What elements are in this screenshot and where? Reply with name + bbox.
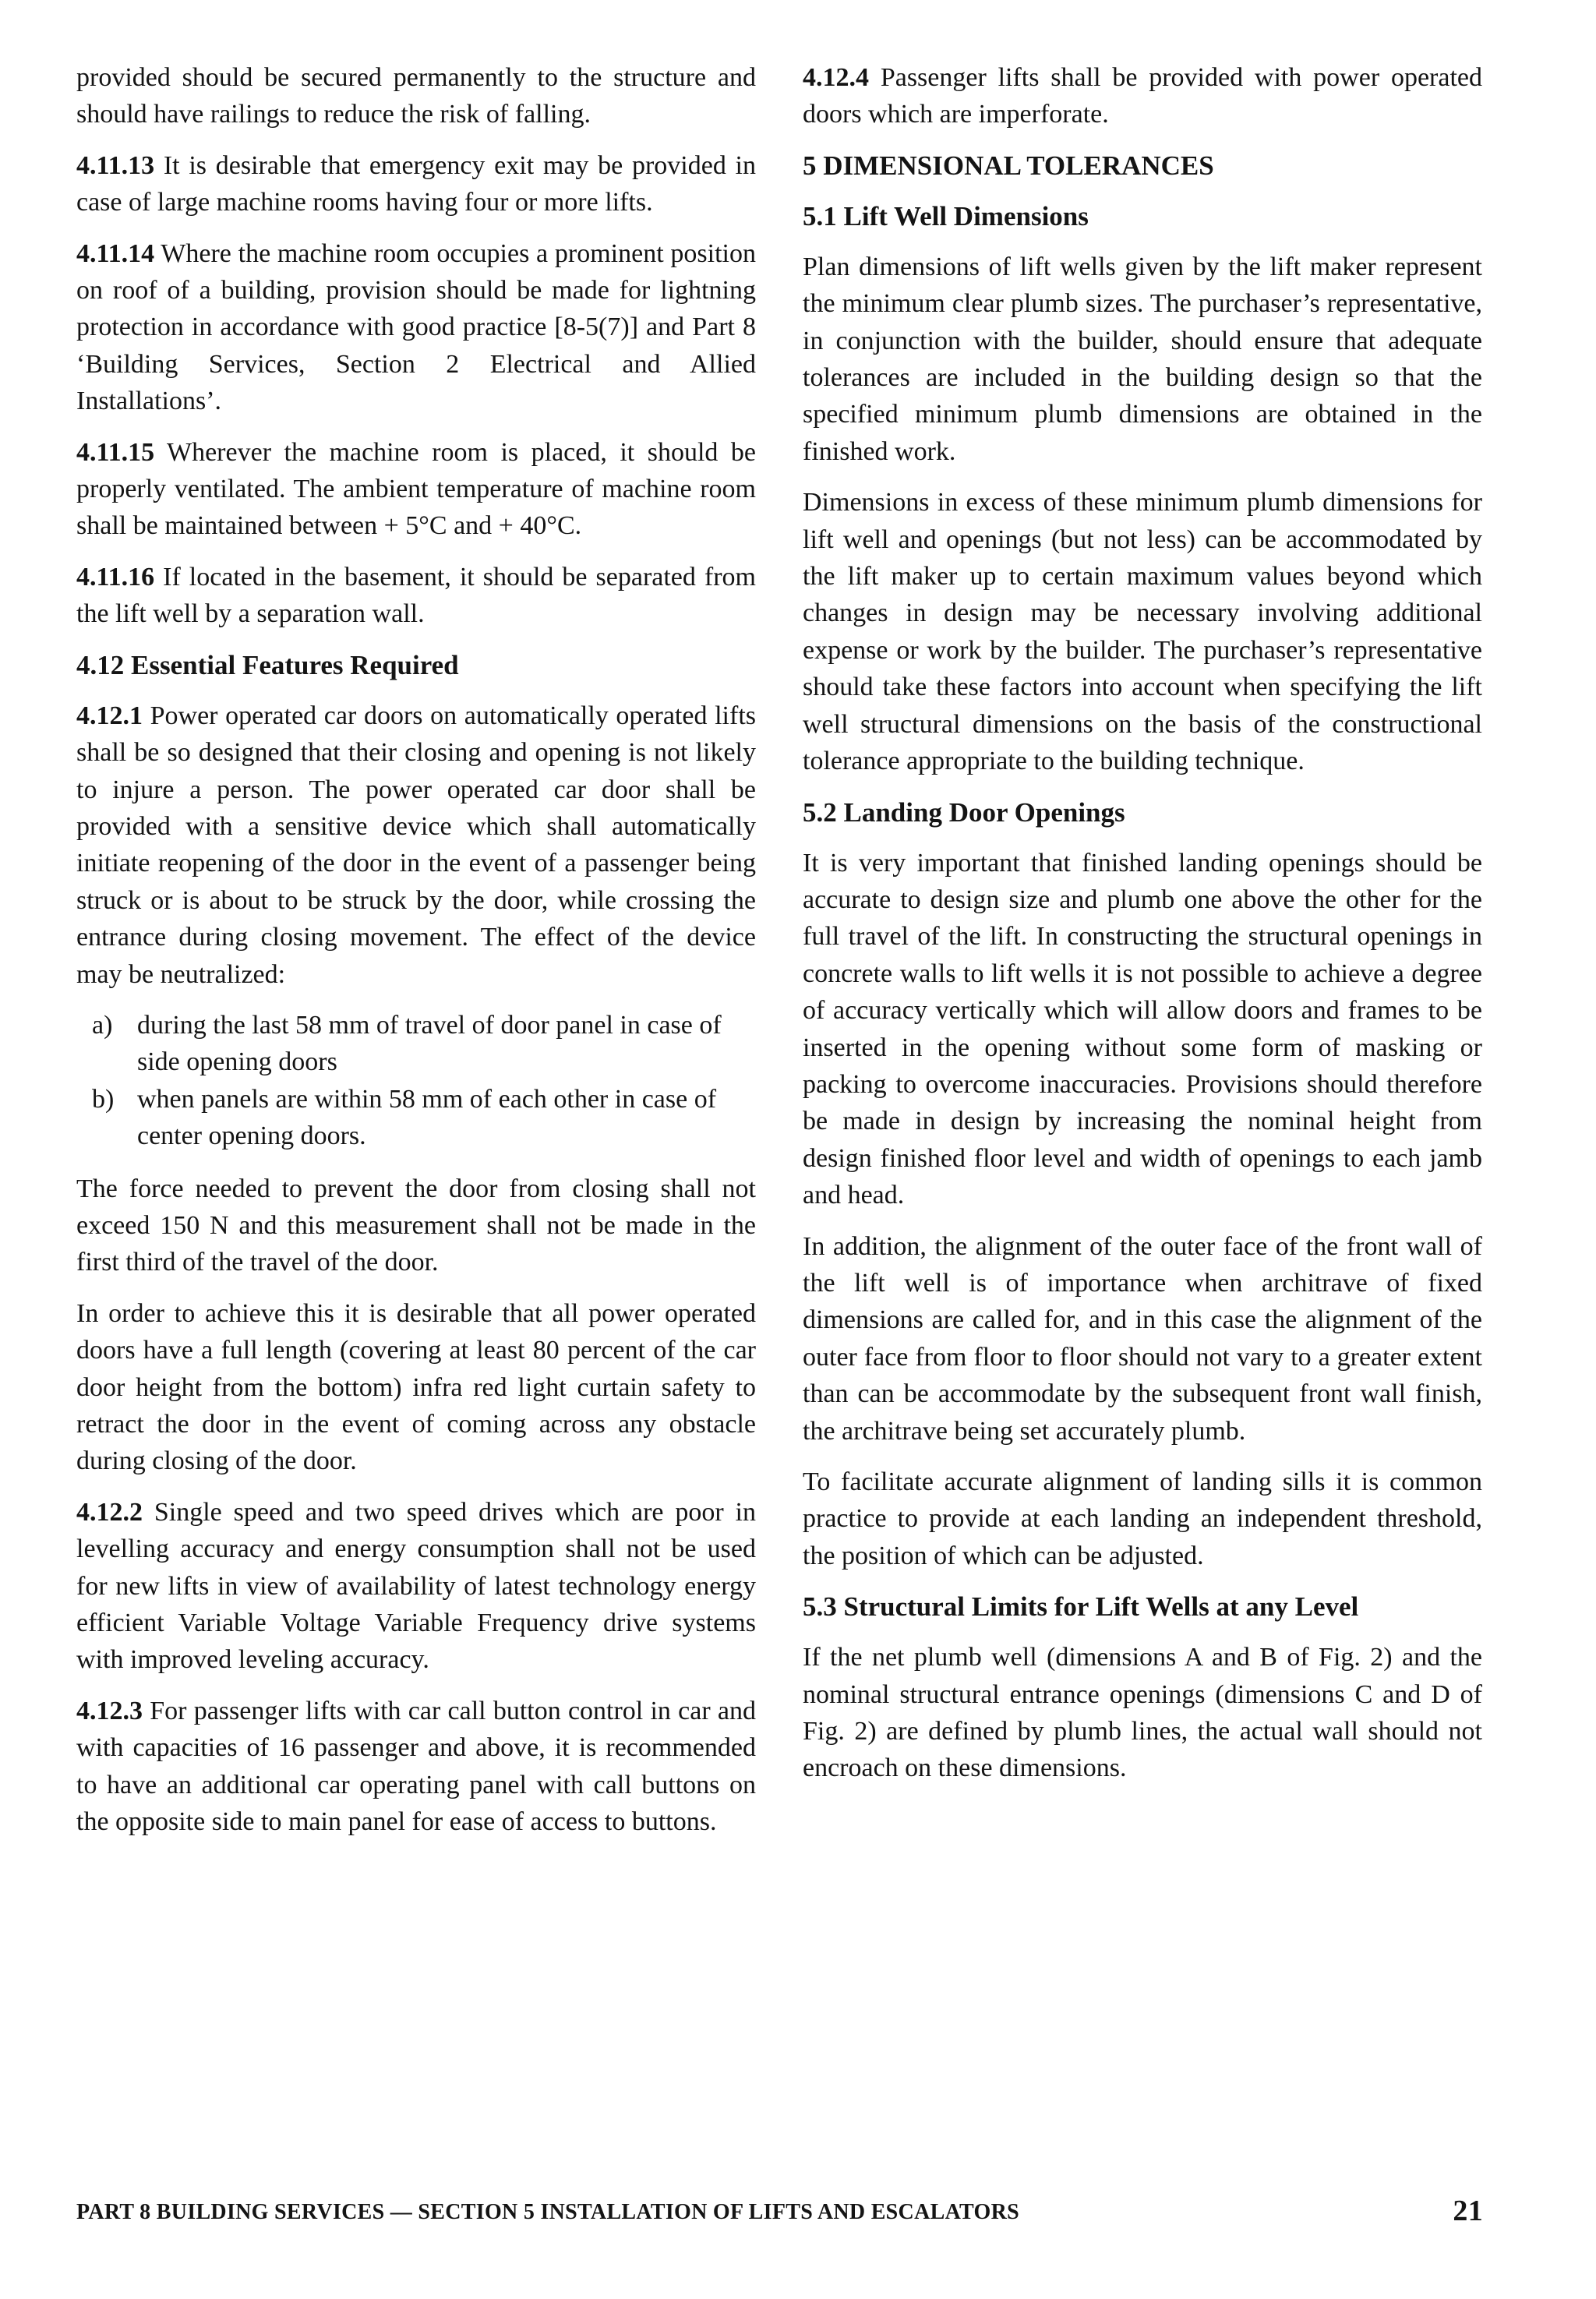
list-item-text: when panels are within 58 mm of each other in case of center opening doors. [137,1084,717,1151]
list-marker: b) [92,1084,115,1114]
paragraph: It is very important that finished landing openings should be accurate to design size and plumb one above the other for the full travel of the lift. In constructing the structural openings in concrete walls to lift wells it is not possible to achieve a degree of accuracy vertically which will allow doors and frames to be inserted in the opening without some form of masking or packing to overcome inaccuracies. Provisions should therefore be made in design by increasing the nominal height from design finished floor level and width of openings to each jamb and head. [803,848,1482,1210]
paragraph: Dimensions in excess of these minimum plumb dimensions for lift well and openings (but not less) can be accommodated by the lift maker up to certain maximum values beyond which changes in design may be necessary involving additional expense or work by the builder. The purchaser’s representative should take these factors into account when specifying the lift well structural dimensions on the basis of the constructional tolerance appropriate to the building technique. [803,488,1482,776]
clause-4-11-15: 4.11.15 Wherever the machine room is placed, it should be properly ventilated. The ambient temperature of machine room shall be maintained between + 5°C and + 40°C. [76,437,756,541]
clause-number: 4.11.14 [76,238,155,268]
section-heading-5-1: 5.1 Lift Well Dimensions [803,200,1089,231]
clause-number: 4.12.4 [803,63,869,92]
clause-4-12-1: 4.12.1 Power operated car doors on automatically operated lifts shall be so designed that their closing and opening is not likely to injure a person. The power operated car door shall be provided with a sensitive device which shall automatically initiate reopening of the door in the event of a passenger being struck or is about to be struck by the door, while crossing the entrance during closing movement. The effect of the device may be neutralized: [76,701,756,989]
clause-4-11-14: 4.11.14 Where the machine room occupies a prominent position on roof of a building, provision should be made for lightning protection in accordance with good practice [8-5(7)] and Part 8 ‘Building Services, Section 2 Electrical and Allied Installations’. [76,238,756,416]
section-heading-5-3: 5.3 Structural Limits for Lift Wells at any Level [803,1591,1359,1623]
clause-number: 4.12.2 [76,1497,143,1527]
paragraph: The force needed to prevent the door from closing shall not exceed 150 N and this measurement shall not be made in the first third of the travel of the door. [76,1174,756,1277]
list-marker: a) [92,1010,113,1040]
paragraph: Plan dimensions of lift wells given by the lift maker represent the minimum clear plumb sizes. The purchaser’s representative, in conjunction with the builder, should ensure that adequate tolerances are included in the building design so that the specified minimum plumb dimensions are obtained in the finished work. [803,252,1482,466]
list-item [76,1007,756,1081]
clause-4-12-4: 4.12.4 Passenger lifts shall be provided with power operated doors which are imperforate. [803,63,1482,129]
section-heading-4-12: 4.12 Essential Features Required [76,649,459,680]
paragraph: provided should be secured permanently to the structure and should have railings to reduce the risk of falling. [76,63,756,129]
clause-number: 4.12.3 [76,1696,143,1725]
clause-number: 4.11.15 [76,437,155,467]
clause-number: 4.11.16 [76,562,155,592]
right-column [803,59,1482,1801]
paragraph: In order to achieve this it is desirable that all power operated doors have a full length (covering at least 80 percent of the car door height from the bottom) infra red light curtain safety to retract the door in the event of coming across any obstacle during closing of the door. [76,1298,756,1476]
neutralize-conditions-list [76,1007,756,1155]
list-item [76,1081,756,1155]
list-item-text: during the last 58 mm of travel of door panel in case of side opening doors [137,1010,722,1077]
page-footer [76,2194,1483,2231]
paragraph: If the net plumb well (dimensions A and B of Fig. 2) and the nominal structural entrance openings (dimensions C and D of Fig. 2) are defined by plumb lines, the actual wall should not encroach on these dimensions. [803,1643,1482,1783]
footer-title: PART 8 BUILDING SERVICES — SECTION 5 INSTALLATION OF LIFTS AND ESCALATORS [76,2200,1019,2224]
section-heading-5: 5 DIMENSIONAL TOLERANCES [803,150,1214,181]
paragraph: To facilitate accurate alignment of landing sills it is common practice to provide at each landing an independent threshold, the position of which can be adjusted. [803,1467,1482,1570]
clause-4-12-2: 4.12.2 Single speed and two speed drives which are poor in levelling accuracy and energy consumption shall not be used for new lifts in view of availability of latest technology energy efficient Variable Voltage Variable Frequency drive systems with improved leveling accuracy. [76,1497,756,1675]
section-heading-5-2: 5.2 Landing Door Openings [803,796,1125,828]
page-number: 21 [1453,2195,1483,2227]
clause-number: 4.11.13 [76,150,155,180]
clause-4-12-3: 4.12.3 For passenger lifts with car call button control in car and with capacities of 16 passenger and above, it is recommended to have an additional car operating panel with call buttons on the opposite side to main panel for ease of access to buttons. [76,1696,756,1837]
clause-number: 4.12.1 [76,701,143,730]
left-column [76,59,756,1854]
paragraph: In addition, the alignment of the outer face of the front wall of the lift well is of importance when architrave of fixed dimensions are called for, and in this case the alignment of the outer face from floor to floor should not vary to a greater extent than can be accommodate by the subsequent front wall finish, the architrave being set accurately plumb. [803,1231,1482,1446]
clause-4-11-13: 4.11.13 It is desirable that emergency exit may be provided in case of large machine rooms having four or more lifts. [76,150,756,217]
clause-4-11-16: 4.11.16 If located in the basement, it should be separated from the lift well by a separation wall. [76,562,756,629]
